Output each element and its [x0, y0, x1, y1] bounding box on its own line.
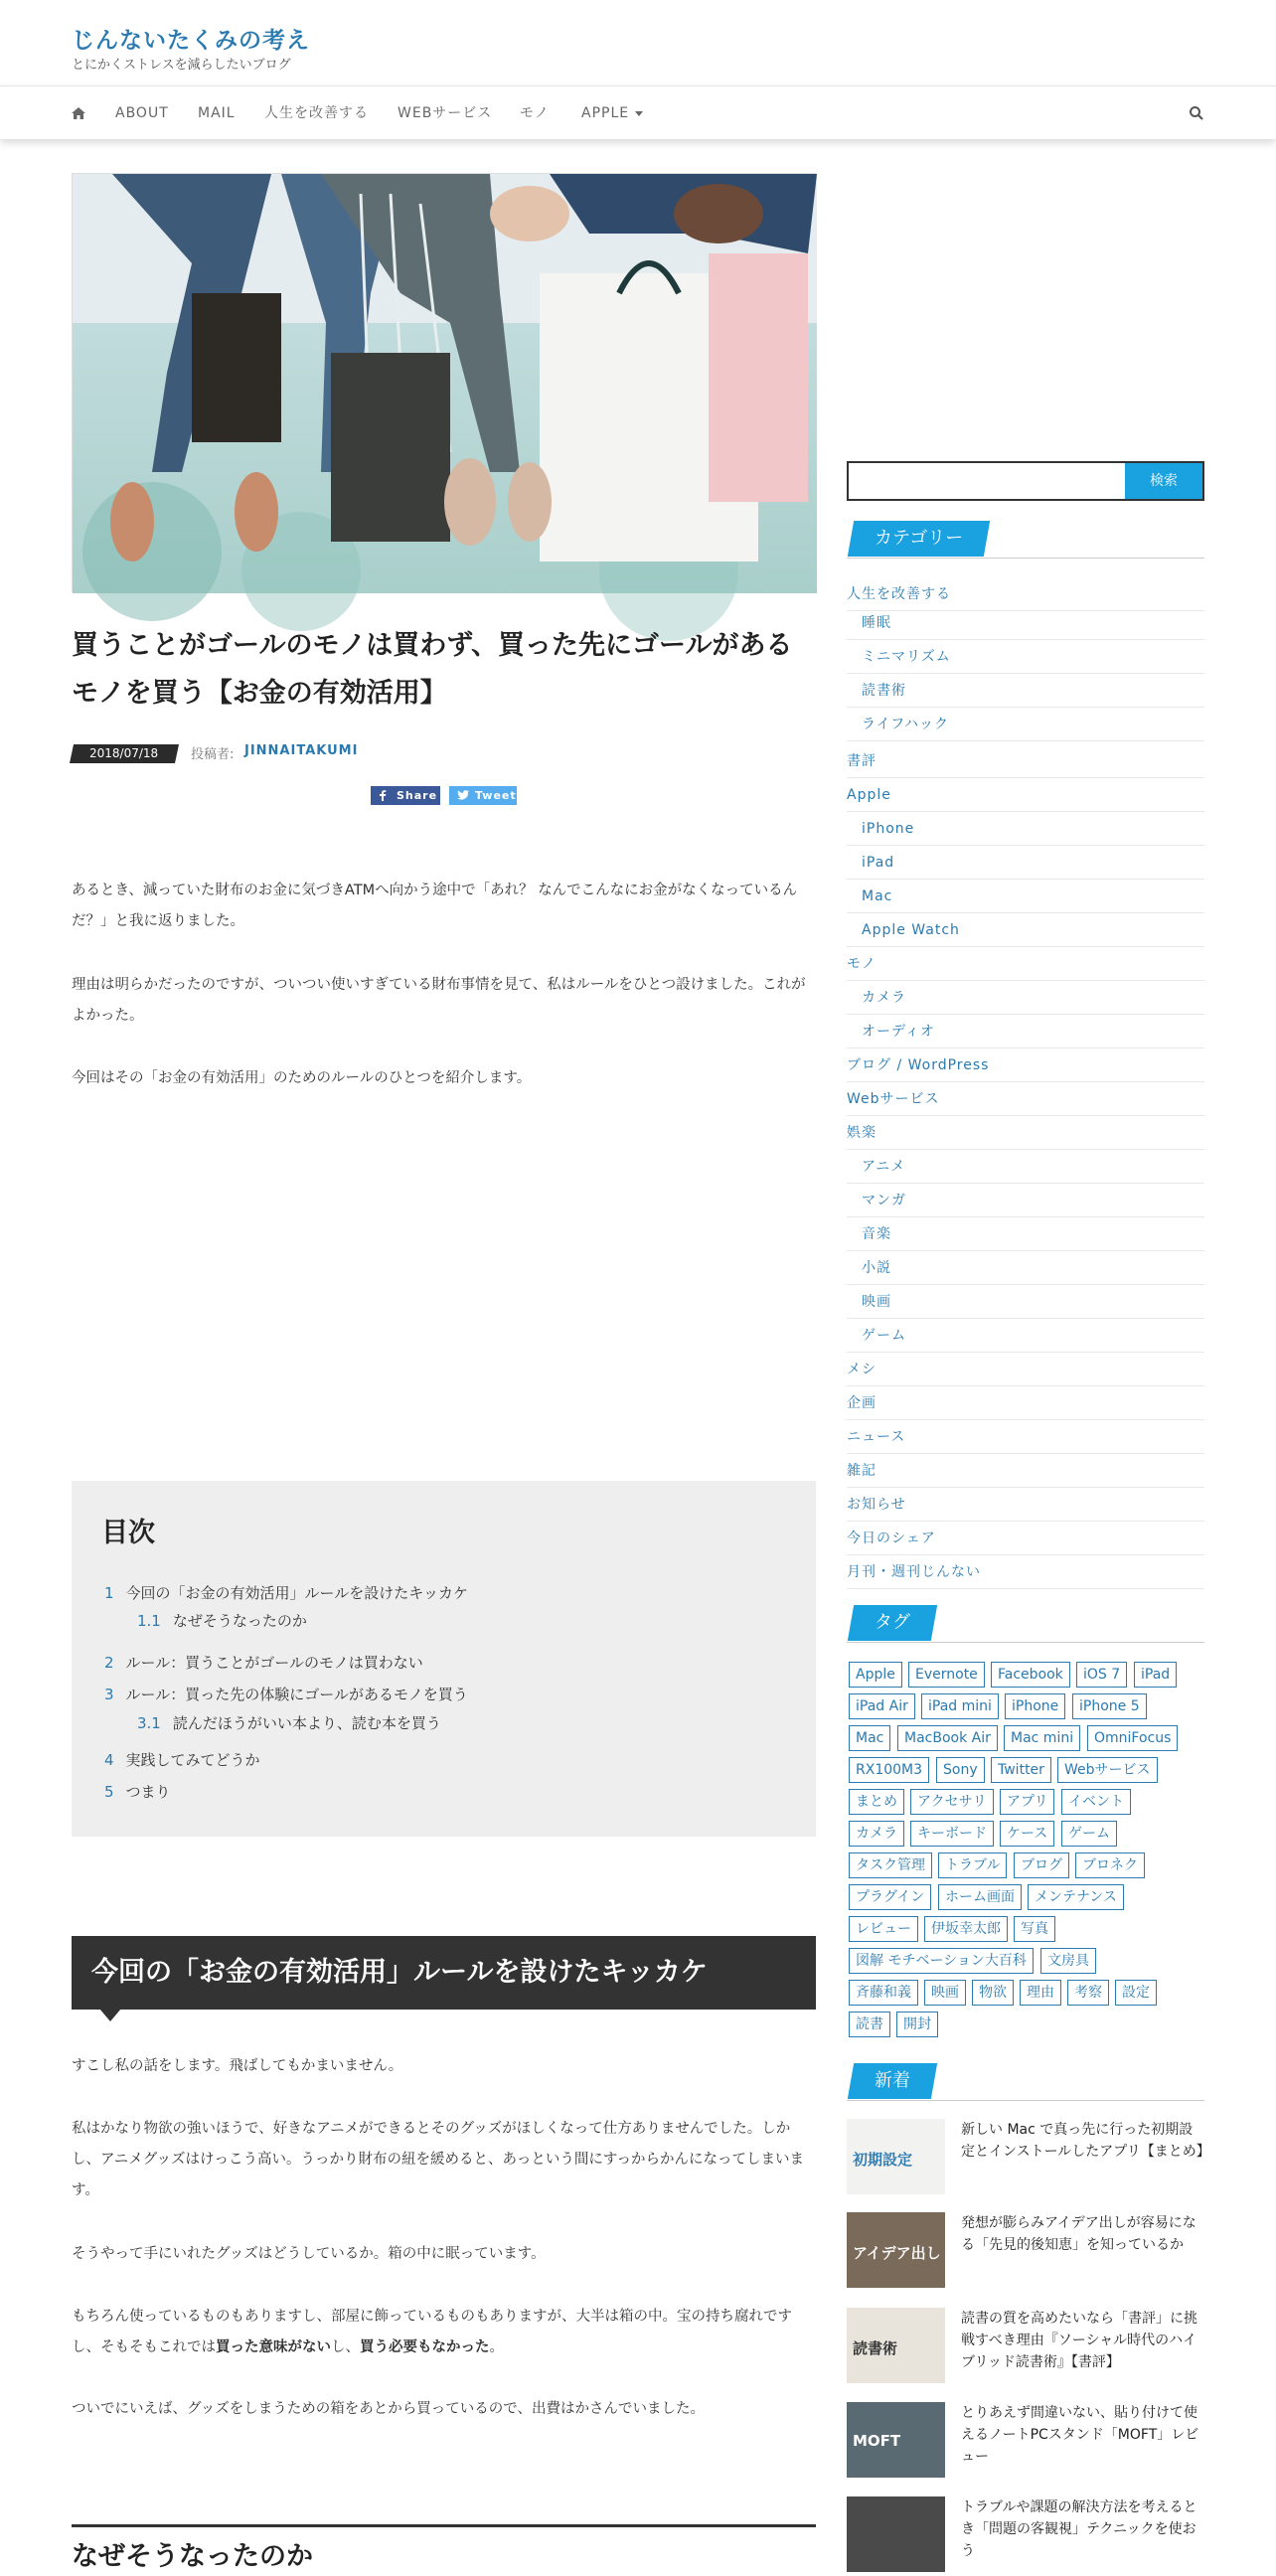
tag-link[interactable]: メンテナンス — [1028, 1884, 1124, 1910]
toc-item[interactable] — [137, 1712, 441, 1733]
tag-link[interactable]: MacBook Air — [897, 1725, 998, 1751]
tag-link[interactable]: 考察 — [1067, 1980, 1109, 2006]
tag-link[interactable]: 開封 — [896, 2012, 938, 2037]
facebook-icon — [379, 790, 387, 801]
recent-post-item[interactable] — [847, 2496, 1204, 2576]
toc-item-number: 5 — [104, 1783, 114, 1801]
heading-notch — [99, 2009, 121, 2021]
tag-link[interactable]: 文房具 — [1040, 1948, 1096, 1974]
body-paragraph-3: そうやって手にいれたグッズはどうしているか。箱の中に眠っています。 — [72, 2246, 546, 2262]
recent-post-title[interactable]: とりあえず間違いない、貼り付けて使えるノートPCスタンド「MOFT」レビュー — [961, 2405, 1199, 2465]
toc-item-text: ルール：買った先の体験にゴールがあるモノを買う — [125, 1686, 468, 1703]
post-title: 買うことがゴールのモノは買わず、買った先にゴールがあるモノを買う【お金の有効活用】 — [72, 630, 793, 709]
recent-post-item[interactable] — [847, 2212, 1204, 2292]
recent-post-title[interactable]: トラブルや課題の解決方法を考えるとき「問題の客観視」テクニックを使おう — [961, 2499, 1197, 2559]
recent-post-thumbnail[interactable] — [847, 2308, 945, 2383]
tag-link[interactable]: 伊坂幸太郎 — [924, 1916, 1008, 1942]
toc-item-number: 2 — [104, 1654, 114, 1672]
category-link[interactable]: 音楽 — [847, 1217, 1204, 1251]
tag-link[interactable]: 映画 — [924, 1980, 966, 2006]
share-label: Share — [397, 789, 438, 802]
recent-post-item[interactable] — [847, 2308, 1204, 2387]
category-link[interactable]: 人生を改善する — [847, 577, 1204, 611]
sidebar-search — [847, 461, 1204, 501]
tag-link[interactable]: プラグイン — [849, 1884, 931, 1910]
tag-link[interactable]: Apple — [849, 1662, 902, 1688]
category-link[interactable]: 読書術 — [847, 674, 1204, 708]
recent-post-title[interactable]: 読書の質を高めたいなら「書評」に挑戦すべき理由『ソーシャル時代のハイブリッド読書術』【書評】 — [961, 2311, 1197, 2370]
recent-post-thumbnail-text: MOFT — [853, 2432, 901, 2450]
tag-link[interactable]: カメラ — [849, 1821, 904, 1847]
tag-link[interactable]: キーボード — [910, 1821, 994, 1847]
tag-link[interactable]: Facebook — [991, 1662, 1070, 1688]
tag-link[interactable]: ケース — [1000, 1821, 1054, 1847]
category-link[interactable]: Mac — [847, 880, 1204, 913]
intro-paragraph-1: あるとき、減っていた財布のお金に気づきATMへ向かう途中で「あれ？ なんでこんなにお金がなくなっているんだ？」と我に返りました。 — [72, 883, 798, 929]
category-link[interactable]: モノ — [847, 947, 1204, 981]
toc-item-text: 読んだほうがいい本より、読む本を買う — [172, 1714, 441, 1732]
post-date — [70, 744, 179, 763]
recent-post-item[interactable] — [847, 2402, 1204, 2482]
toc-item[interactable] — [104, 1781, 171, 1802]
toc-item-number: 4 — [104, 1751, 114, 1769]
body-paragraph-5: ついでにいえば、グッズをしまうための箱をあとから買っているので、出費はかさんでいました。 — [72, 2401, 705, 2417]
body-paragraph-1: すこし私の話をします。飛ばしてもかまいません。 — [72, 2058, 403, 2074]
category-link[interactable]: 今日のシェア — [847, 1522, 1204, 1555]
nav-mono[interactable]: モノ — [520, 105, 550, 121]
tag-link[interactable]: iPad Air — [849, 1693, 915, 1719]
subheading: なぜそうなったのか — [72, 2541, 313, 2572]
recent-post-title[interactable]: 発想が膨らみアイデア出しが容易になる「先見的後知恵」を知っているか — [961, 2215, 1196, 2253]
category-link[interactable]: マンガ — [847, 1184, 1204, 1217]
tag-link[interactable]: 物欲 — [972, 1980, 1014, 2006]
category-link[interactable]: Apple — [847, 778, 1204, 812]
toc-item-text: つまり — [125, 1783, 171, 1801]
category-link[interactable]: ニュース — [847, 1420, 1204, 1454]
category-link[interactable]: 映画 — [847, 1285, 1204, 1319]
category-link[interactable]: 睡眠 — [847, 606, 1204, 640]
tag-link[interactable]: タスク管理 — [849, 1852, 932, 1878]
toc-item[interactable] — [137, 1610, 307, 1631]
toc-item[interactable] — [104, 1749, 260, 1770]
author-link[interactable]: JINNAITAKUMI — [244, 743, 359, 758]
twitter-icon — [457, 790, 469, 800]
post-date-text: 2018/07/18 — [89, 746, 159, 760]
category-link[interactable]: 企画 — [847, 1386, 1204, 1420]
body-text: もちろん使っているものもありますし、部屋に飾っているものもありますが、大半は箱の中。宝の持ち腐れですし、そもそもこれでは — [72, 2309, 792, 2355]
tag-link[interactable]: ゲーム — [1061, 1821, 1117, 1847]
toc-item[interactable] — [104, 1582, 468, 1603]
category-link[interactable]: 小説 — [847, 1251, 1204, 1285]
tag-link[interactable]: Sony — [936, 1757, 985, 1783]
toc-item-text: 実践してみてどうか — [125, 1751, 260, 1769]
tag-link[interactable]: iPad mini — [921, 1693, 999, 1719]
intro-paragraph-2: 理由は明らかだったのですが、ついつい使いすぎている財布事情を見て、私はルールをひとつ設けました。これがよかった。 — [72, 977, 806, 1024]
toc-item-number: 1.1 — [137, 1612, 161, 1630]
tag-link[interactable]: 設定 — [1115, 1980, 1157, 2006]
tag-link[interactable]: iOS 7 — [1076, 1662, 1127, 1688]
category-link[interactable]: ライフハック — [847, 708, 1204, 741]
tag-link[interactable]: まとめ — [849, 1789, 904, 1815]
emphasis-text: 買った意味がない — [216, 2339, 331, 2355]
nav-about[interactable]: ABOUT — [115, 105, 169, 121]
toc-title: 目次 — [101, 1518, 155, 1548]
recent-post-thumbnail-text: 初期設定 — [853, 2151, 913, 2169]
category-widget-header — [847, 521, 1204, 559]
tag-link[interactable]: 読書 — [849, 2012, 890, 2037]
site-title[interactable]: じんないたくみの考え — [72, 28, 310, 54]
tag-link[interactable]: トラブル — [938, 1852, 1007, 1878]
tag-link[interactable]: レビュー — [849, 1916, 918, 1942]
recent-widget-label: 新着 — [875, 2070, 910, 2091]
section-heading: 今回の「お金の有効活用」ルールを設けたキッカケ — [72, 1936, 816, 2010]
hero-image — [72, 173, 816, 592]
toc-item-number: 1 — [104, 1584, 114, 1602]
tag-link[interactable]: iPhone 5 — [1072, 1693, 1147, 1719]
main-nav — [0, 85, 1276, 139]
nav-improve-life[interactable]: 人生を改善する — [264, 105, 369, 121]
table-of-contents — [72, 1481, 816, 1837]
toc-item-number: 3 — [104, 1686, 114, 1703]
recent-widget-title — [848, 2063, 937, 2099]
subheading-rule — [72, 2524, 816, 2527]
recent-post-item[interactable] — [847, 2119, 1210, 2198]
category-link[interactable]: iPad — [847, 846, 1204, 880]
tag-link[interactable]: アプリ — [1000, 1789, 1054, 1815]
recent-post-title[interactable]: 新しい Mac で真っ先に行った初期設定とインストールしたアプリ【まとめ】 — [961, 2122, 1210, 2160]
category-link[interactable]: Webサービス — [847, 1082, 1204, 1116]
tag-link[interactable]: イベント — [1061, 1789, 1131, 1815]
body-text: 。 — [489, 2339, 504, 2355]
intro-paragraph-3: 今回はその「お金の有効活用」のためのルールのひとつを紹介します。 — [72, 1070, 532, 1086]
tag-link[interactable]: 写真 — [1014, 1916, 1055, 1942]
twitter-tweet-button[interactable] — [449, 786, 517, 805]
tag-link[interactable]: iPhone — [1005, 1693, 1065, 1719]
body-paragraph-2: 私はかなり物欲の強いほうで、好きなアニメができるとそのグッズがほしくなって仕方ありませんでした。しかし、アニメグッズはけっこう高い。うっかり財布の紐を緩めると、あっという間にすっからかんになってしまいます。 — [72, 2121, 805, 2198]
toc-item-text: 今回の「お金の有効活用」ルールを設けたキッカケ — [125, 1584, 468, 1602]
tag-widget-header — [847, 1605, 1204, 1643]
facebook-share-button[interactable] — [371, 786, 440, 805]
tag-link[interactable]: Webサービス — [1057, 1757, 1158, 1783]
author-label: 投稿者: — [191, 747, 235, 762]
tweet-label: Tweet — [475, 789, 517, 802]
tag-widget-title — [848, 1605, 937, 1641]
nav-apple[interactable] — [581, 86, 643, 140]
toc-item[interactable] — [104, 1652, 423, 1673]
category-link[interactable]: iPhone — [847, 812, 1204, 846]
tag-link[interactable]: Mac — [849, 1725, 890, 1751]
tag-link[interactable]: ホーム画面 — [938, 1884, 1022, 1910]
tag-link[interactable]: Evernote — [908, 1662, 985, 1688]
tag-link[interactable]: OmniFocus — [1087, 1725, 1178, 1751]
recent-post-thumbnail[interactable] — [847, 2212, 945, 2288]
category-link[interactable]: オーディオ — [847, 1015, 1204, 1048]
nav-web-services[interactable]: WEBサービス — [398, 105, 493, 121]
tag-link[interactable]: アクセサリ — [910, 1789, 994, 1815]
tag-link[interactable]: Mac mini — [1004, 1725, 1080, 1751]
search-button[interactable]: 検索 — [1125, 463, 1202, 499]
category-link[interactable]: 娯楽 — [847, 1116, 1204, 1150]
tag-link[interactable]: 理由 — [1020, 1980, 1061, 2006]
recent-post-thumbnail[interactable] — [847, 2496, 945, 2572]
category-link[interactable]: Apple Watch — [847, 913, 1204, 947]
body-text: し、 — [331, 2339, 360, 2355]
recent-post-thumbnail[interactable] — [847, 2119, 945, 2194]
body-paragraph-4 — [72, 2302, 816, 2363]
search-input[interactable] — [849, 463, 1125, 499]
category-widget-title — [848, 521, 991, 557]
site-header — [0, 0, 1276, 85]
home-icon[interactable] — [72, 86, 85, 140]
category-link[interactable]: アニメ — [847, 1150, 1204, 1184]
toc-item-number: 3.1 — [137, 1714, 161, 1732]
recent-widget-header — [847, 2063, 1204, 2101]
recent-post-thumbnail[interactable] — [847, 2402, 945, 2478]
nav-mail[interactable]: MAIL — [198, 105, 236, 121]
toc-item[interactable] — [104, 1684, 468, 1704]
emphasis-text: 買う必要もなかった — [360, 2339, 490, 2355]
category-link[interactable]: ミニマリズム — [847, 640, 1204, 674]
search-icon[interactable] — [1189, 105, 1204, 121]
category-link[interactable]: ブログ / WordPress — [847, 1048, 1204, 1082]
category-link[interactable]: メシ — [847, 1353, 1204, 1386]
category-link[interactable]: カメラ — [847, 981, 1204, 1015]
nav-apple-label: APPLE — [581, 105, 630, 121]
caret-down-icon — [635, 111, 643, 116]
category-link[interactable]: 月刊・週刊じんない — [847, 1555, 1204, 1589]
toc-item-text: ルール：買うことがゴールのモノは買わない — [125, 1654, 423, 1672]
tag-link[interactable]: ブログ — [1014, 1852, 1069, 1878]
tag-widget-label: タグ — [875, 1612, 910, 1633]
tag-link[interactable]: iPad — [1134, 1662, 1177, 1688]
category-link[interactable]: お知らせ — [847, 1488, 1204, 1522]
tag-link[interactable]: Twitter — [991, 1757, 1051, 1783]
tag-link[interactable]: 図解 モチベーション大百科 — [849, 1948, 1034, 1974]
site-tagline: とにかくストレスを減らしたいブログ — [72, 58, 291, 73]
tag-link[interactable]: ブロネク — [1075, 1852, 1145, 1878]
recent-post-thumbnail-text: アイデア出し — [853, 2244, 941, 2262]
recent-post-thumbnail-text: 読書術 — [853, 2339, 898, 2357]
category-widget-label: カテゴリー — [875, 528, 964, 549]
toc-item-text: なぜそうなったのか — [172, 1612, 307, 1630]
category-link[interactable]: 雑記 — [847, 1454, 1204, 1488]
category-link[interactable]: ゲーム — [847, 1319, 1204, 1353]
category-link[interactable]: 書評 — [847, 744, 1204, 778]
tag-link[interactable]: RX100M3 — [849, 1757, 929, 1783]
tag-link[interactable]: 斉藤和義 — [849, 1980, 918, 2006]
